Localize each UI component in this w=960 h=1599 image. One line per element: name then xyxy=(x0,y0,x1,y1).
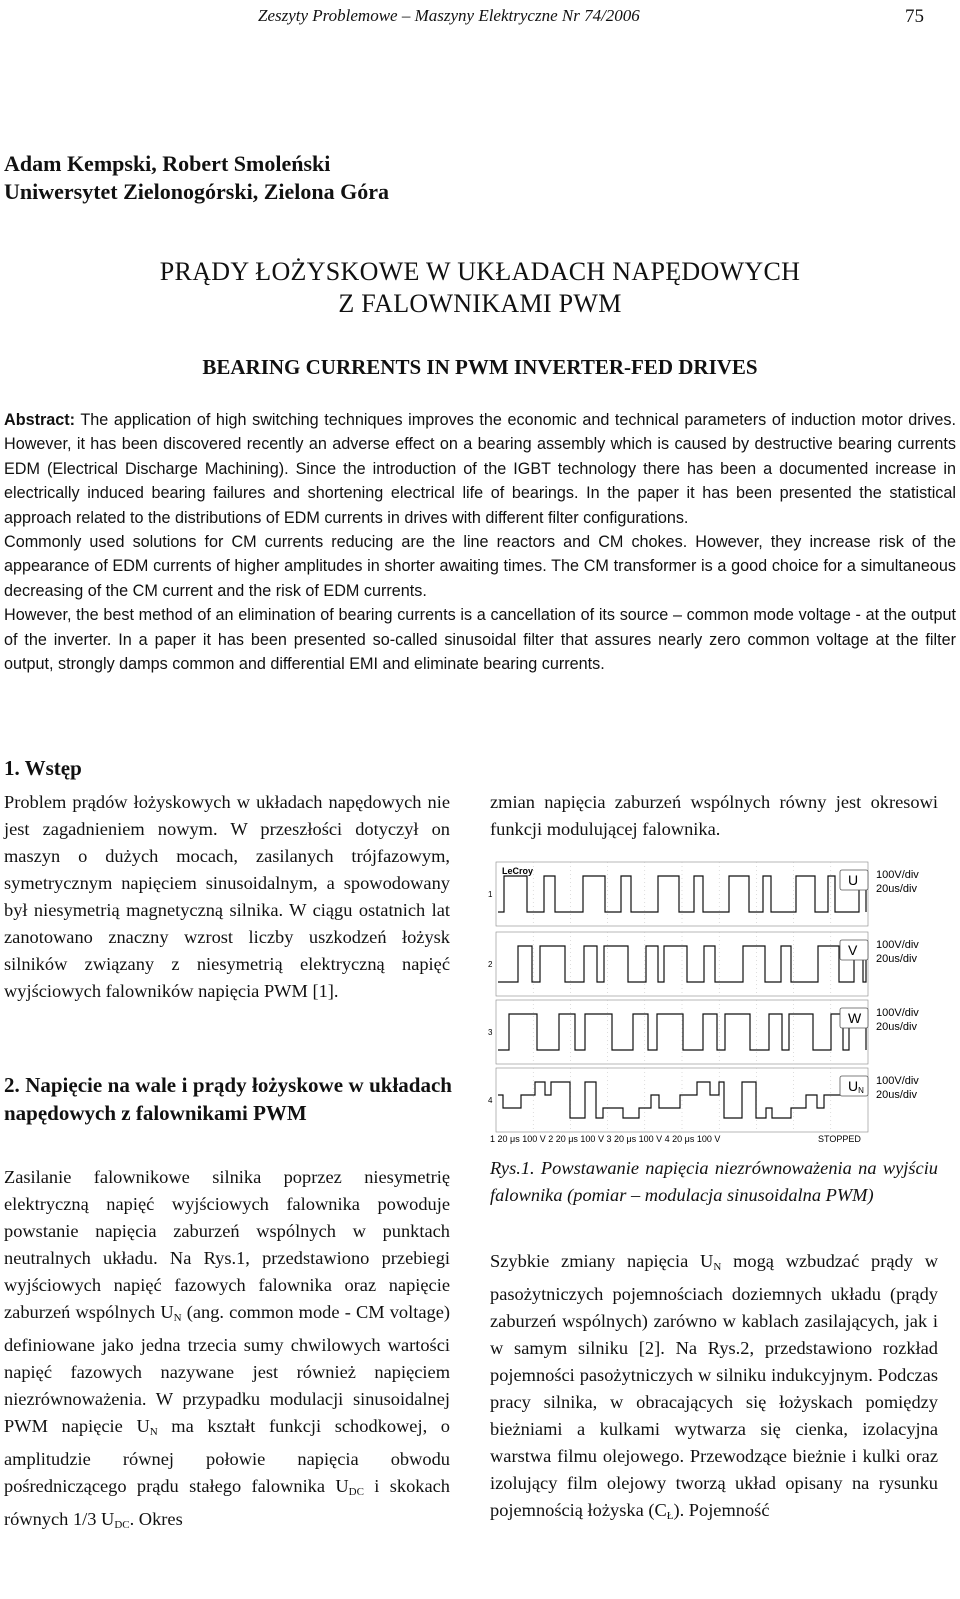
subscript-n: N xyxy=(173,1312,182,1324)
channel-label: U xyxy=(848,872,859,888)
right-text-b: mogą wzbudzać prądy w pasożytniczych pojemnościach doziemnych układu (prądy zaburzeń wspólnych) zarówno w kablach zasilających, jak i w samym silniku [2]. Na Rys.2, przedstawiono rozkład pojemności pasożytniczych w silniku indukcyjnym. Podczas pracy silnika, w obracających się łożyskach pomiędzy bieżniami a kulkami wytwarza się cienka, izolacyjna warstwa filmu olejowego. Przewodzące bieżnie i kulki oraz izolujący film olejowy tworzą układ opisany na rysunku pojemnością łożyska (C xyxy=(490,1251,939,1520)
section-2-text-a: Zasilanie falownikowe silnika poprzez niesymetrię elektryczną napięć wyjściowych falownika powoduje powstanie napięcia zaburzeń wspólnych w punktach neutralnych układu. Na Rys.1, przedstawiono przebiegi wyjściowych napięć fazowych falownika oraz napięcie zaburzeń wspólnych U xyxy=(4,1167,450,1322)
oscilloscope-svg xyxy=(488,858,940,1148)
author-names: Adam Kempski, Robert Smoleński xyxy=(4,151,331,176)
channel-label: UN xyxy=(848,1078,864,1095)
channel-label: W xyxy=(848,1010,862,1026)
section-2-text-c: ma kształt funkcji schodkowej, o amplitudzie równej połowie napięcia obwodu pośredniczącego prądu stałego falownika U xyxy=(4,1416,450,1496)
channel-number: 3 xyxy=(488,1028,493,1037)
channel-scale-volts: 100V/div xyxy=(876,939,919,951)
right-column-body xyxy=(490,1248,938,1530)
section-1-heading: 1. Wstęp xyxy=(4,756,82,780)
scope-status-bar: 1 20 μs 100 V 2 20 μs 100 V 3 20 μs 100 V 4 20 μs 100 V xyxy=(490,1134,721,1144)
scope-status: STOPPED xyxy=(818,1134,861,1144)
channel-scale-volts: 100V/div xyxy=(876,869,919,881)
right-column-continuation: zmian napięcia zaburzeń wspólnych równy jest okresowi funkcji modulującej falownika. xyxy=(490,792,938,839)
abstract-paragraph-3: However, the best method of an elimination of bearing currents is a cancellation of its source – common mode voltage - at the output of the inverter. In a paper it has been presented so-called sinusoidal filter that assures nearly zero common voltage at the filter output, strongly damps common and differential EMI and eliminate bearing currents. xyxy=(4,606,956,674)
title-polish-line1: PRĄDY ŁOŻYSKOWE W UKŁADACH NAPĘDOWYCH xyxy=(159,257,801,286)
channel-scale-time: 20us/div xyxy=(876,1089,917,1101)
abstract-label: Abstract: xyxy=(4,411,76,429)
journal-header: Zeszyty Problemowe – Maszyny Elektryczne Nr 74/2006 xyxy=(258,6,640,25)
title-polish xyxy=(0,256,960,320)
section-1-body: Problem prądów łożyskowych w układach napędowych nie jest zagadnieniem nowym. W przeszłości dotyczył on maszyn o dużych mocach, zasilanych trójfazowym, symetrycznym napięciem sinusoidalnym, a spowodowany był niesymetrią magnetyczną silnika. W ciągu ostatnich lat zanotowano znaczny wzrost liczby uszkodzeń łożysk silników związany z niesymetrią elektryczną napięć wyjściowych falowników napięcia PWM [1]. xyxy=(4,792,450,1001)
subscript-l: Ł xyxy=(666,1510,674,1522)
authors-block xyxy=(4,150,389,206)
channel-number: 1 xyxy=(488,890,493,899)
subscript-n: N xyxy=(713,1261,722,1273)
channel-label: V xyxy=(848,942,858,958)
section-2-text-b: (ang. common mode - CM voltage) definiowane jako jedna trzecia sumy chwilowych wartości napięć fazowych nazywane jest również napięciem niezrównoważenia. W przypadku modulacji sinusoidalnej PWM napięcie U xyxy=(4,1302,450,1436)
channel-scale-volts: 100V/div xyxy=(876,1007,919,1019)
subscript-dc: DC xyxy=(348,1486,364,1498)
right-text-c: ). Pojemność xyxy=(673,1500,770,1520)
abstract-text-1: The application of high switching techniques improves the economic and technical parameters of induction motor drives. However, it has been discovered recently an adverse effect on a bearing assembly which is caused by destructive bearing currents EDM (Electrical Discharge Machining). Since the introduction of the IGBT technology there has been a documented increase in electrically induced bearing failures and shortening electrical life of bearings. In the paper it has been presented the statistical approach related to the distributions of EDM currents in drives with different filter configurations. xyxy=(4,411,956,527)
channel-number: 2 xyxy=(488,960,493,969)
affiliation: Uniwersytet Zielonogórski, Zielona Góra xyxy=(4,179,389,204)
channel-scale-time: 20us/div xyxy=(876,1021,917,1033)
section-2-text-d: i skokach równych 1/3 U xyxy=(4,1476,450,1529)
figure-caption: Rys.1. Powstawanie napięcia niezrównoważenia na wyjściu falownika (pomiar – modulacja sinusoidalna PWM) xyxy=(490,1158,938,1205)
section-2-heading: 2. Napięcie na wale i prądy łożyskowe w układach napędowych z falownikami PWM xyxy=(4,1073,452,1125)
abstract-paragraph-1 xyxy=(4,408,956,530)
title-polish-line2: Z FALOWNIKAMI PWM xyxy=(338,289,622,318)
subscript-n: N xyxy=(149,1426,158,1438)
page-number: 75 xyxy=(905,6,924,27)
abstract-paragraph-2: Commonly used solutions for CM currents reducing are the line reactors and CM chokes. However, they increase risk of the appearance of EDM currents of higher amplitudes in shorter awaiting times. The CM transformer is a good choice for a simultaneous decreasing of the CM current and the risk of EDM currents. xyxy=(4,533,956,600)
channel-number: 4 xyxy=(488,1096,493,1105)
right-text-a: Szybkie zmiany napięcia U xyxy=(490,1251,714,1271)
channel-scale-time: 20us/div xyxy=(876,883,917,895)
section-2-body xyxy=(4,1164,450,1539)
channel-scale-volts: 100V/div xyxy=(876,1075,919,1087)
abstract xyxy=(4,408,956,676)
channel-scale-time: 20us/div xyxy=(876,953,917,965)
scope-brand: LeCroy xyxy=(502,866,534,876)
channel-label-subscript: N xyxy=(858,1086,864,1095)
section-2-text-e: . Okres xyxy=(129,1509,183,1529)
subscript-dc: DC xyxy=(114,1519,130,1531)
oscilloscope-figure xyxy=(488,858,940,1148)
title-english: BEARING CURRENTS IN PWM INVERTER-FED DRIVES xyxy=(202,355,758,379)
